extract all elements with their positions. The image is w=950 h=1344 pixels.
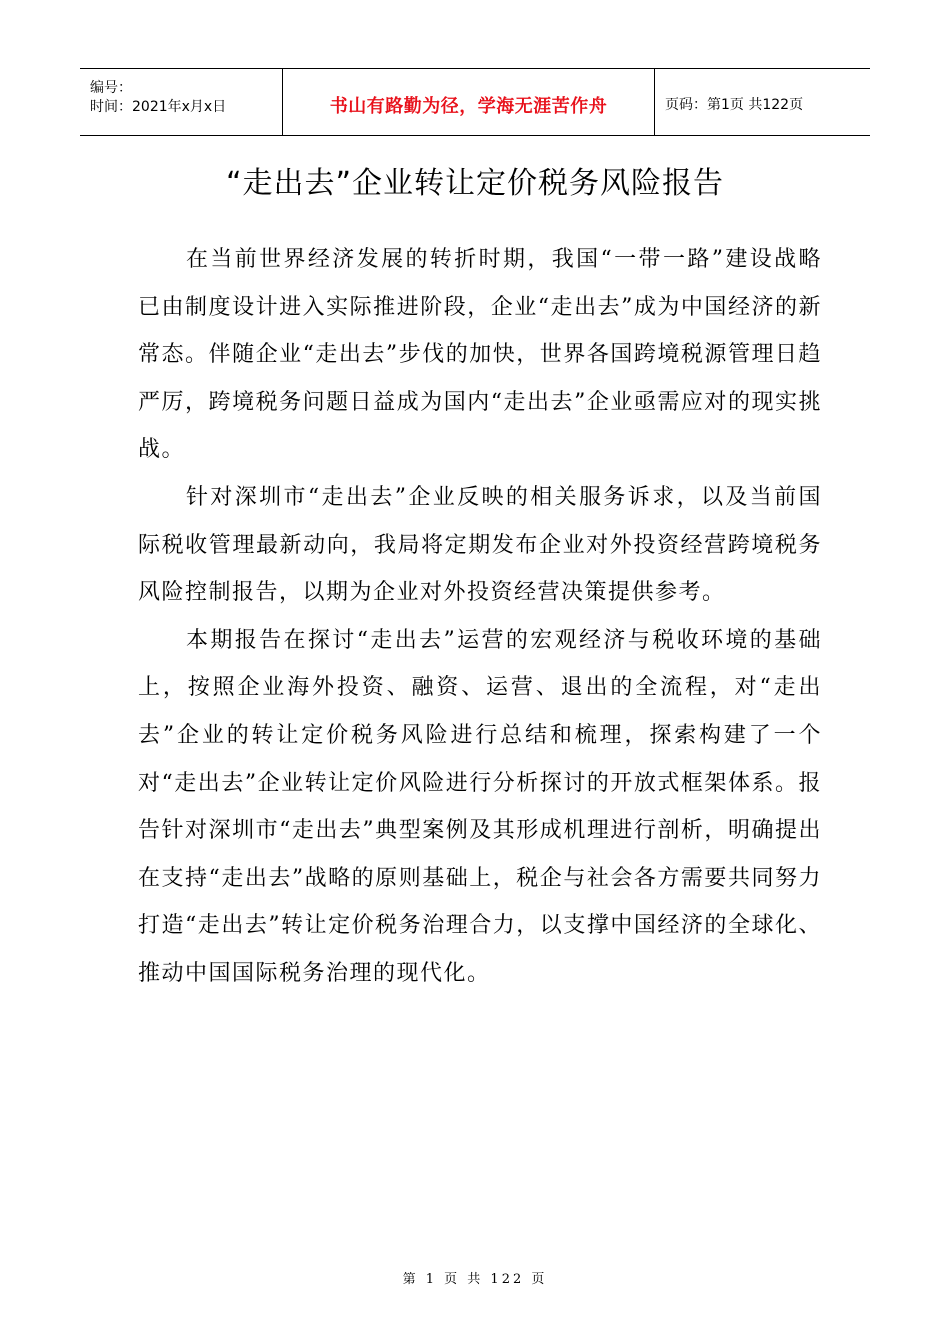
document-header [80,68,870,136]
header-meta [80,69,282,135]
document-number-label: 编号： [90,80,132,96]
header-motto: 书山有路勤为径，学海无涯苦作舟 [282,69,655,135]
page-footer: 第 1 页 共 122 页 [402,1272,548,1287]
paragraph-3: 本期报告在探讨“走出去”运营的宏观经济与税收环境的基础上，按照企业海外投资、融资、运营、退出的全流程，对“走出去”企业的转让定价税务风险进行总结和梳理，探索构建了一个对“走出去”企业转让定价风险进行分析探讨的开放式框架体系。报告针对深圳市“走出去”典型案例及其形成机理进行剖析，明确提出在支持“走出去”战略的原则基础上，税企与社会各方需要共同努力打造“走出去”转让定价税务治理合力，以支撑中国经济的全球化、推动中国国际税务治理的现代化。 [138,627,822,986]
document-time-label: 时间：2021年x月x日 [90,99,227,115]
document-body [138,236,822,998]
paragraph-1: 在当前世界经济发展的转折时期，我国“一带一路”建设战略已由制度设计进入实际推进阶段，企业“走出去”成为中国经济的新常态。伴随企业“走出去”步伐的加快，世界各国跨境税源管理日趋严厉，跨境税务问题日益成为国内“走出去”企业亟需应对的现实挑战。 [138,247,822,463]
document-title: “走出去”企业转让定价税务风险报告 [225,166,725,201]
paragraph-2: 针对深圳市“走出去”企业反映的相关服务诉求，以及当前国际税收管理最新动向，我局将定期发布企业对外投资经营跨境税务风险控制报告，以期为企业对外投资经营决策提供参考。 [138,484,822,606]
header-page-info: 页码：第1页 共122页 [665,97,804,113]
